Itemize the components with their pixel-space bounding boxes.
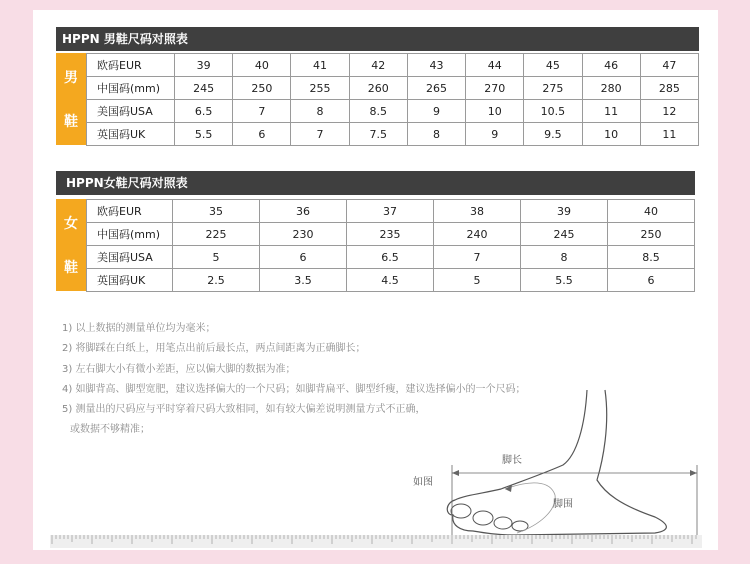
size-cell: 11 [582,100,640,123]
size-cell: 260 [349,77,407,100]
size-cell: 3.5 [260,269,347,292]
size-cell: 250 [233,77,291,100]
size-cell: 280 [582,77,640,100]
size-cell: 245 [175,77,233,100]
men-size-table [86,53,699,146]
note-line: 5) 测量出的尺码应与平时穿着尺码大致相同，如有较大偏差说明测量方式不正确， [62,404,426,416]
size-cell: 38 [434,200,521,223]
girth-label: 脚围 [553,499,573,510]
size-cell: 6 [260,246,347,269]
size-cell: 40 [608,200,695,223]
size-cell: 39 [521,200,608,223]
row-label: 美国码USA [87,100,175,123]
men-gender-char-1: 男 [64,70,78,86]
table-row [87,123,699,146]
note-line: 或数据不够精准； [70,424,150,436]
size-cell: 9 [407,100,465,123]
foot-outline [447,390,666,535]
size-cell: 245 [521,223,608,246]
size-cell: 235 [347,223,434,246]
arrow-head [690,470,697,476]
size-cell: 285 [640,77,698,100]
size-cell: 7 [434,246,521,269]
size-cell: 45 [524,54,582,77]
size-cell: 10 [582,123,640,146]
size-cell: 8 [407,123,465,146]
size-cell: 37 [347,200,434,223]
row-label: 中国码(mm) [87,223,173,246]
men-gender-label [56,53,86,145]
table-row [87,223,695,246]
table-row [87,200,695,223]
size-cell: 5.5 [521,269,608,292]
size-cell: 40 [233,54,291,77]
size-cell: 7 [233,100,291,123]
toe-shape [473,511,493,525]
size-cell: 255 [291,77,349,100]
measuring-ruler [50,535,702,548]
women-gender-label [56,199,86,291]
size-cell: 240 [434,223,521,246]
foot-measurement-diagram [405,385,710,540]
men-table-title: HPPN 男鞋尺码对照表 [56,27,699,51]
arrow-head [452,470,459,476]
table-row [87,246,695,269]
women-gender-char-1: 女 [64,216,78,232]
size-cell: 11 [640,123,698,146]
table-row [87,269,695,292]
size-cell: 39 [175,54,233,77]
women-size-table [86,199,695,292]
size-cell: 8 [521,246,608,269]
size-cell: 46 [582,54,640,77]
size-cell: 5 [434,269,521,292]
size-cell: 270 [466,77,524,100]
size-cell: 5 [173,246,260,269]
row-label: 欧码EUR [87,200,173,223]
size-cell: 12 [640,100,698,123]
size-cell: 250 [608,223,695,246]
row-label: 英国码UK [87,269,173,292]
size-cell: 8 [291,100,349,123]
size-cell: 6 [608,269,695,292]
size-cell: 2.5 [173,269,260,292]
men-gender-char-2: 鞋 [64,114,78,130]
table-row [87,54,699,77]
size-cell: 6.5 [347,246,434,269]
size-cell: 44 [466,54,524,77]
size-cell: 36 [260,200,347,223]
row-label: 欧码EUR [87,54,175,77]
women-table-title: HPPN女鞋尺码对照表 [56,171,695,195]
size-cell: 42 [349,54,407,77]
size-cell: 47 [640,54,698,77]
size-cell: 8.5 [349,100,407,123]
size-cell: 10 [466,100,524,123]
size-cell: 7.5 [349,123,407,146]
size-cell: 7 [291,123,349,146]
size-cell: 35 [173,200,260,223]
note-line: 4) 如脚背高、脚型宽肥，建议选择偏大的一个尺码；如脚背扁平、脚型纤瘦，建议选择偏小的一个尺码； [62,383,526,395]
row-label: 英国码UK [87,123,175,146]
size-cell: 41 [291,54,349,77]
size-cell: 8.5 [608,246,695,269]
note-line: 2) 将脚踩在白纸上，用笔点出前后最长点，两点间距离为正确脚长； [62,343,366,355]
size-cell: 43 [407,54,465,77]
row-label: 中国码(mm) [87,77,175,100]
size-cell: 275 [524,77,582,100]
as-shown-label: 如图 [413,477,433,488]
size-cell: 9 [466,123,524,146]
note-line: 1) 以上数据的测量单位均为毫米； [62,323,216,334]
table-row [87,100,699,123]
size-cell: 4.5 [347,269,434,292]
row-label: 美国码USA [87,246,173,269]
size-cell: 265 [407,77,465,100]
toe-shape [451,504,471,518]
note-line: 3) 左右脚大小有微小差距，应以偏大脚的数据为准； [62,363,296,375]
size-cell: 225 [173,223,260,246]
size-cell: 6.5 [175,100,233,123]
size-cell: 5.5 [175,123,233,146]
women-gender-char-2: 鞋 [64,260,78,276]
length-label: 脚长 [502,455,522,466]
toe-shape [494,517,512,529]
table-row [87,77,699,100]
size-cell: 9.5 [524,123,582,146]
size-cell: 6 [233,123,291,146]
size-cell: 10.5 [524,100,582,123]
size-cell: 230 [260,223,347,246]
